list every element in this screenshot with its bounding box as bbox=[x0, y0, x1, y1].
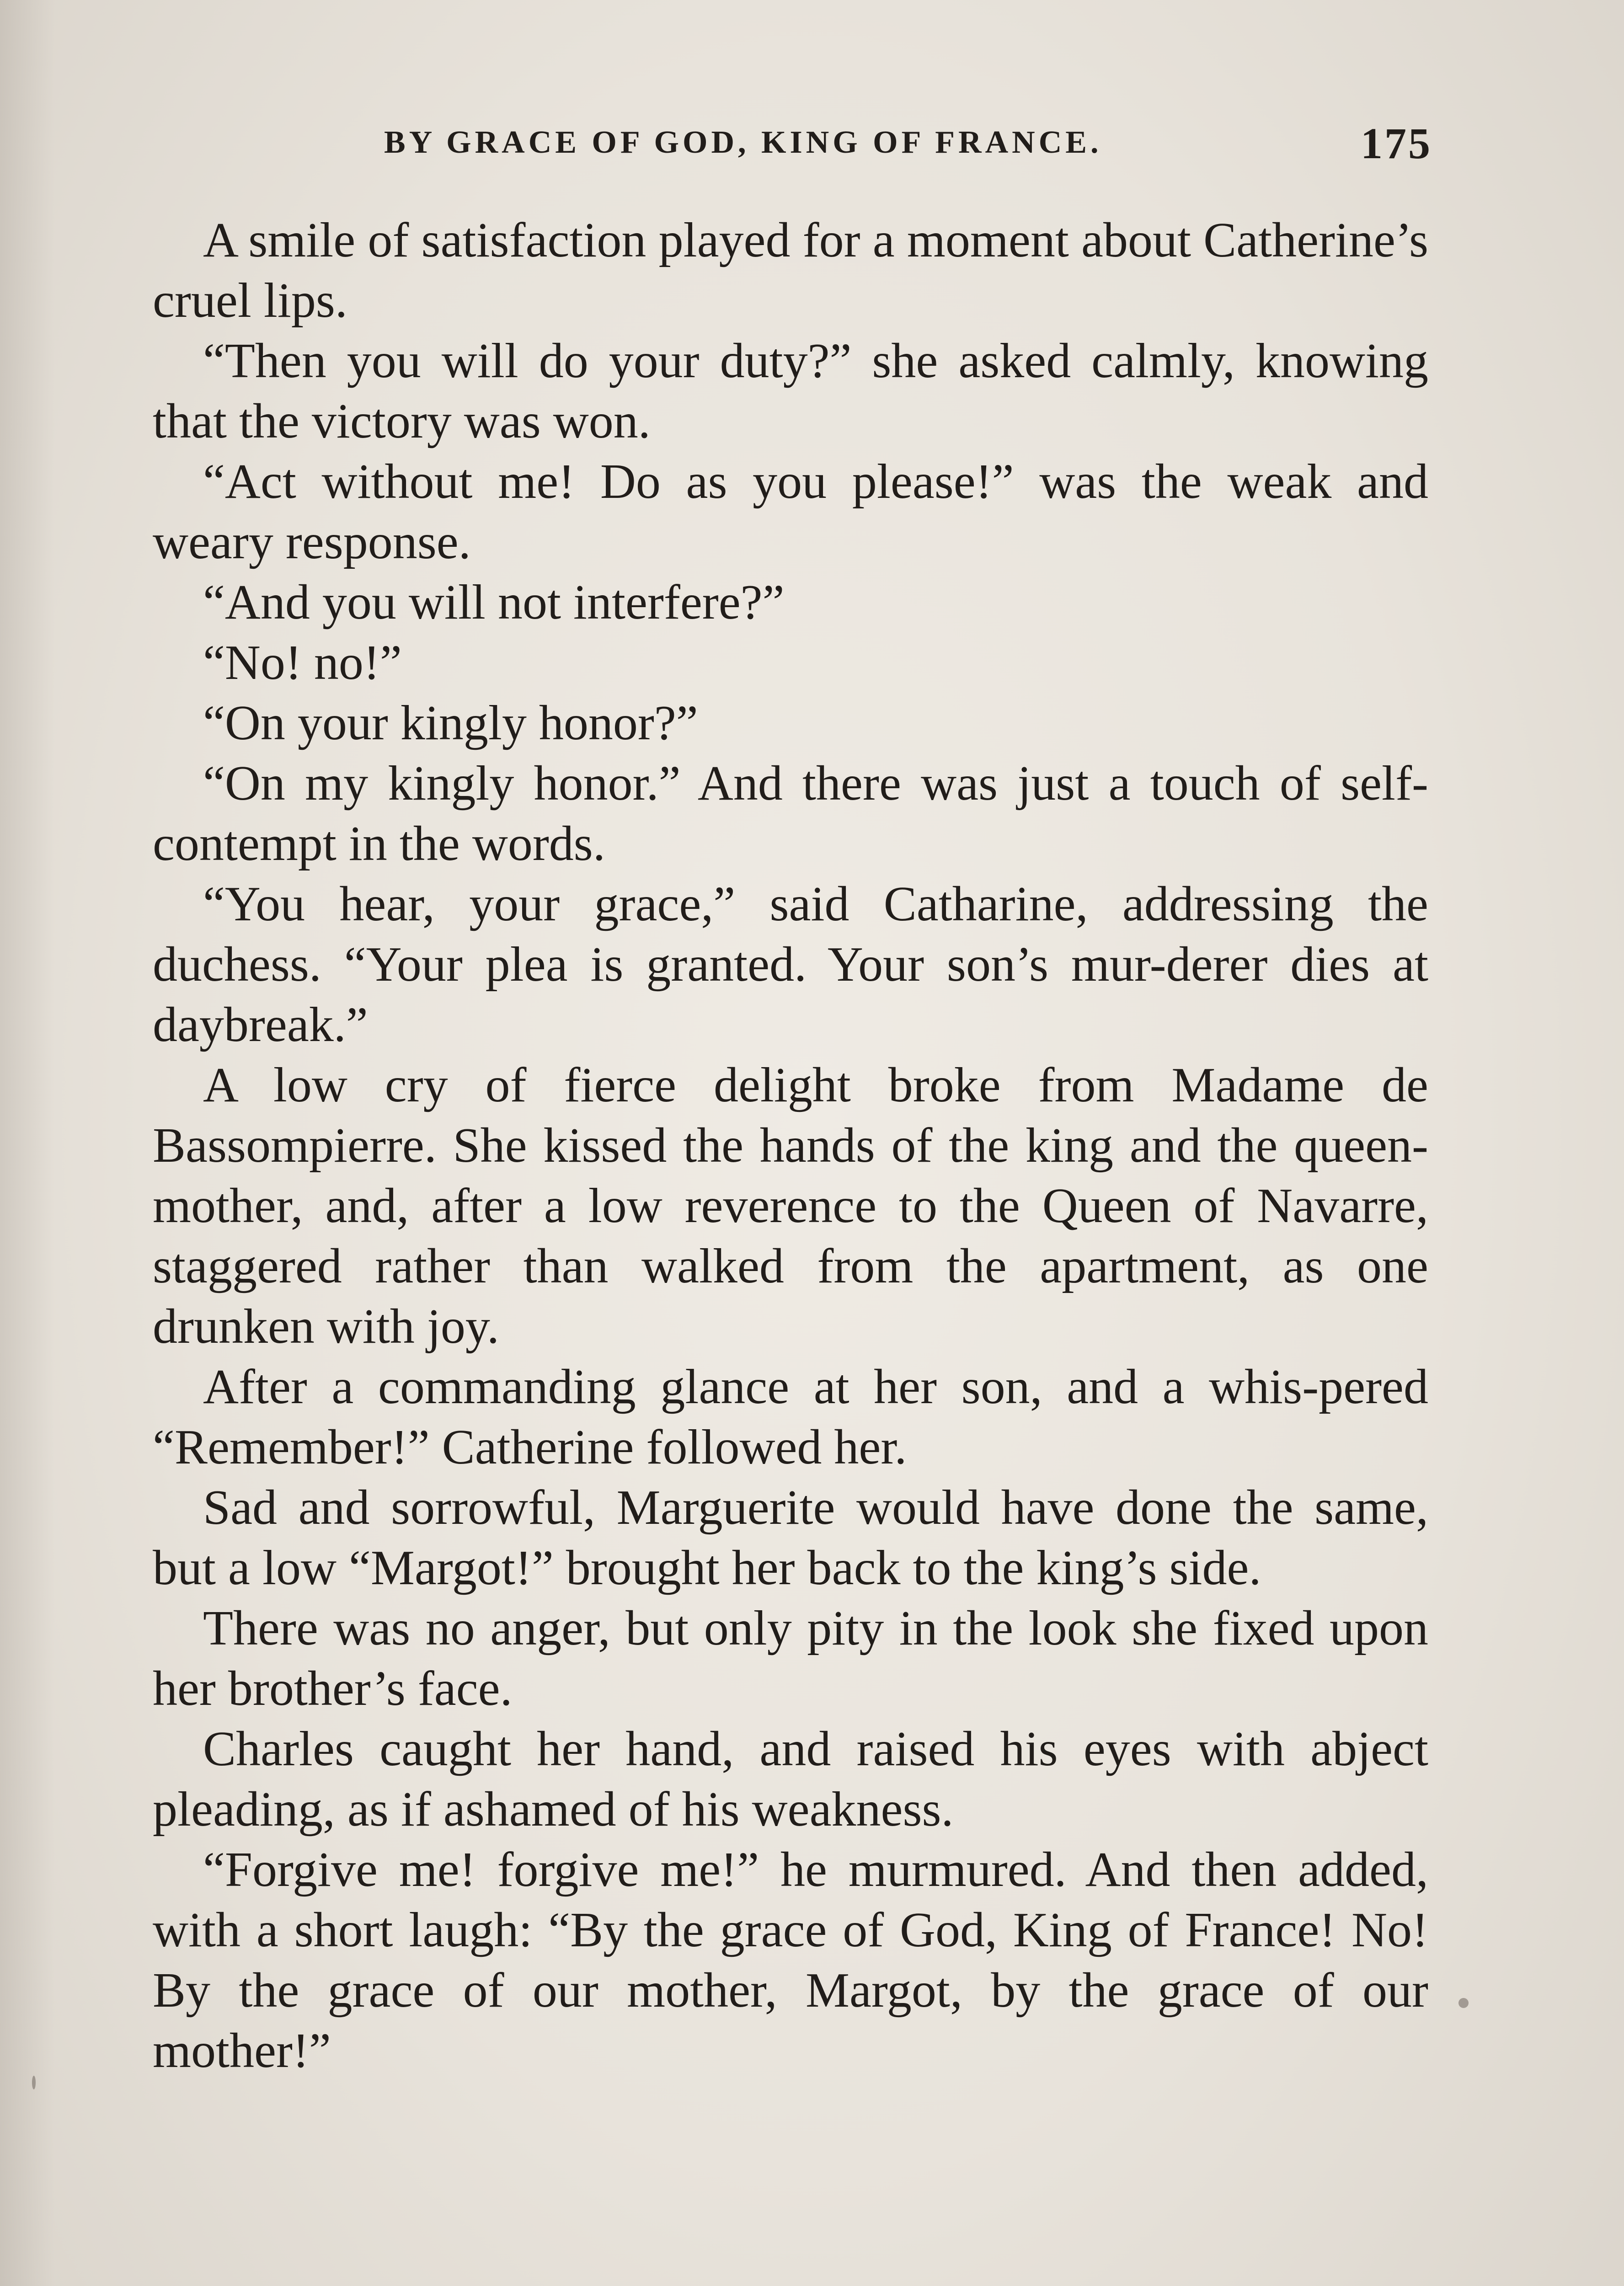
paragraph: “On my kingly honor.” And there was just a touch of self-contempt in the words. bbox=[153, 756, 1428, 871]
running-head: BY GRACE OF GOD, KING OF FRANCE. bbox=[384, 125, 1102, 160]
paragraph: “You hear, your grace,” said Catharine, addressing the duchess. “Your plea is granted. Your son’s mur-derer dies at daybreak.” bbox=[153, 877, 1428, 1052]
page-number: 175 bbox=[1361, 119, 1432, 168]
paper-speck bbox=[1458, 1998, 1469, 2008]
paragraph: “And you will not interfere?” bbox=[203, 575, 785, 630]
paragraph: A low cry of fierce delight broke from Madame de Bassompierre. She kissed the hands of the king and the queen-mother, and, after a low reverence to the Queen of Navarre, staggered rather than walked from the apartment, as one drunken with joy. bbox=[153, 1058, 1428, 1354]
paragraph: After a commanding glance at her son, and a whis-pered “Remember!” Catherine followed her. bbox=[153, 1360, 1428, 1474]
paragraph: “On your kingly honor?” bbox=[203, 696, 698, 750]
body-text bbox=[153, 210, 1428, 2081]
paragraph: “No! no!” bbox=[203, 636, 402, 690]
paragraph: “Act without me! Do as you please!” was the weak and weary response. bbox=[153, 454, 1428, 569]
paragraph: There was no anger, but only pity in the look she fixed upon her brother’s face. bbox=[153, 1601, 1428, 1716]
paragraph: Charles caught her hand, and raised his eyes with abject pleading, as if ashamed of his weakness. bbox=[153, 1722, 1428, 1837]
paragraph: “Then you will do your duty?” she asked calmly, knowing that the victory was won. bbox=[153, 334, 1428, 449]
paragraph: A smile of satisfaction played for a moment about Catherine’s cruel lips. bbox=[153, 213, 1428, 328]
paragraph: “Forgive me! forgive me!” he murmured. And then added, with a short laugh: “By the grace of God, King of France! No! By the grace of our mother, Margot, by the grace of our mother!” bbox=[153, 1843, 1428, 2078]
paper-speck bbox=[32, 2076, 36, 2089]
page-shadow bbox=[0, 0, 55, 2286]
paragraph: Sad and sorrowful, Marguerite would have done the same, but a low “Margot!” brought her back to the king’s side. bbox=[153, 1480, 1428, 1595]
